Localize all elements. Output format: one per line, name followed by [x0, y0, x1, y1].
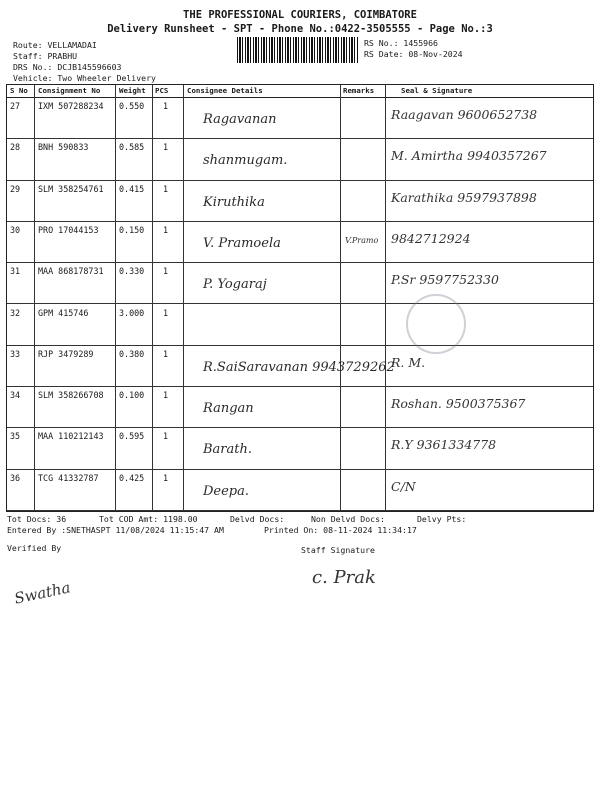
- cell-weight: 0.150: [119, 224, 145, 235]
- printed-on: Printed On: 08-11-2024 11:34:17: [264, 525, 417, 535]
- cell-pcs: 1: [163, 307, 169, 318]
- cell-pcs: 1: [163, 266, 169, 277]
- cell-sno: 35: [10, 431, 21, 442]
- cell-consignment-no: GPM 415746: [38, 307, 89, 318]
- seal-signature: Roshan. 9500375367: [391, 396, 526, 412]
- table-row: [7, 139, 593, 180]
- col-seal-signature: Seal & Signature: [401, 86, 473, 95]
- cell-sno: 28: [10, 142, 21, 153]
- table-row: [7, 346, 593, 387]
- cell-weight: 3.000: [119, 307, 145, 318]
- cell-weight: 0.380: [119, 348, 145, 359]
- table-header: [7, 85, 593, 98]
- handwritten-remarks: V.Pramo: [345, 235, 379, 245]
- courier-stamp: [406, 294, 466, 354]
- cell-sno: 30: [10, 224, 21, 235]
- rs-date: RS Date: 08-Nov-2024: [364, 49, 463, 59]
- non-delivered-docs: Non Delvd Docs:: [311, 514, 385, 524]
- cell-pcs: 1: [163, 472, 169, 483]
- cell-pcs: 1: [163, 183, 169, 194]
- cell-consignment-no: PRO 17044153: [38, 224, 99, 235]
- handwritten-consignee: Rangan: [203, 401, 254, 417]
- cell-sno: 33: [10, 348, 21, 359]
- cell-pcs: 1: [163, 224, 169, 235]
- drs-label: DRS No.: DCJB145596603: [13, 62, 122, 72]
- seal-signature: 9842712924: [391, 230, 471, 246]
- staff-signature-label: Staff Signature: [301, 545, 375, 555]
- cell-consignment-no: MAA 868178731: [38, 266, 104, 277]
- handwritten-consignee: R.SaiSaravanan 9943729262: [203, 359, 395, 375]
- col-consignment: Consignment No: [38, 86, 101, 95]
- cell-consignment-no: MAA 110212143: [38, 431, 104, 442]
- cell-pcs: 1: [163, 101, 169, 111]
- cell-consignment-no: SLM 358266708: [38, 390, 104, 401]
- vehicle-label: Vehicle: Two Wheeler Delivery: [13, 73, 156, 83]
- handwritten-consignee: shanmugam.: [203, 153, 288, 169]
- seal-signature: Karathika 9597937898: [391, 189, 537, 205]
- company-title: THE PROFESSIONAL COURIERS, COIMBATORE: [183, 9, 417, 21]
- route-label: Route: VELLAMADAI: [13, 40, 97, 50]
- runsheet-table: [6, 84, 594, 512]
- cell-pcs: 1: [163, 348, 169, 359]
- verified-by-label: Verified By: [7, 543, 62, 553]
- handwritten-consignee: Barath.: [203, 442, 252, 458]
- staff-label: Staff: PRABHU: [13, 51, 78, 61]
- cell-sno: 34: [10, 390, 21, 401]
- seal-signature: P.Sr 9597752330: [391, 272, 499, 288]
- table-row: [7, 387, 593, 428]
- handwritten-consignee: P. Yogaraj: [203, 277, 267, 293]
- table-row: [7, 428, 593, 469]
- col-sno: S No: [10, 86, 28, 95]
- col-weight: Weight: [119, 86, 146, 95]
- cell-sno: 32: [10, 307, 21, 318]
- col-consignee: Consignee Details: [187, 86, 263, 95]
- total-cod: Tot COD Amt: 1198.00: [99, 514, 198, 524]
- col-remarks: Remarks: [343, 86, 375, 95]
- seal-signature: R.Y 9361334778: [391, 437, 497, 453]
- seal-signature: C/N: [391, 478, 416, 494]
- cell-consignment-no: TCG 41332787: [38, 472, 99, 483]
- seal-signature: R. M.: [391, 354, 426, 370]
- staff-signature: c. Prak: [312, 567, 376, 588]
- cell-sno: 31: [10, 266, 21, 277]
- table-row: [7, 222, 593, 263]
- table-row: [7, 470, 593, 511]
- runsheet-title: Delivery Runsheet - SPT - Phone No.:0422-3505555 - Page No.:3: [107, 23, 493, 35]
- handwritten-consignee: V. Pramoela: [203, 235, 281, 251]
- handwritten-consignee: Ragavanan: [203, 112, 277, 127]
- cell-pcs: 1: [163, 142, 169, 153]
- cell-weight: 0.595: [119, 431, 145, 442]
- rs-number: RS No.: 1455966: [364, 38, 438, 48]
- cell-sno: 36: [10, 472, 21, 483]
- table-row: [7, 305, 593, 346]
- cell-weight: 0.330: [119, 266, 145, 277]
- cell-consignment-no: BNH 590833: [38, 142, 89, 153]
- cell-pcs: 1: [163, 390, 169, 401]
- delivered-docs: Delvd Docs:: [230, 514, 285, 524]
- cell-pcs: 1: [163, 431, 169, 442]
- cell-weight: 0.415: [119, 183, 145, 194]
- cell-consignment-no: RJP 3479289: [38, 348, 94, 359]
- cell-sno: 29: [10, 183, 21, 194]
- cell-weight: 0.425: [119, 472, 145, 483]
- seal-signature: M. Amirtha 9940357267: [391, 148, 547, 164]
- cell-consignment-no: IXM 507288234: [38, 101, 104, 111]
- verifier-signature: Swatha: [12, 578, 72, 608]
- cell-weight: 0.100: [119, 390, 145, 401]
- seal-signature: Raagavan 9600652738: [391, 107, 538, 122]
- cell-weight: 0.550: [119, 101, 145, 111]
- col-pcs: PCS: [155, 86, 169, 95]
- total-docs: Tot Docs: 36: [7, 514, 67, 524]
- handwritten-consignee: Deepa.: [203, 483, 250, 499]
- table-row: [7, 263, 593, 304]
- cell-consignment-no: SLM 358254761: [38, 183, 104, 194]
- cell-weight: 0.585: [119, 142, 145, 153]
- entered-by: Entered By :SNETHASPT 11/08/2024 11:15:47 AM: [7, 525, 224, 535]
- cell-sno: 27: [10, 101, 21, 111]
- barcode: [237, 37, 358, 63]
- handwritten-consignee: Kiruthika: [203, 194, 265, 210]
- delivery-points: Delvy Pts:: [417, 514, 467, 524]
- table-row: [7, 98, 593, 139]
- table-row: [7, 181, 593, 222]
